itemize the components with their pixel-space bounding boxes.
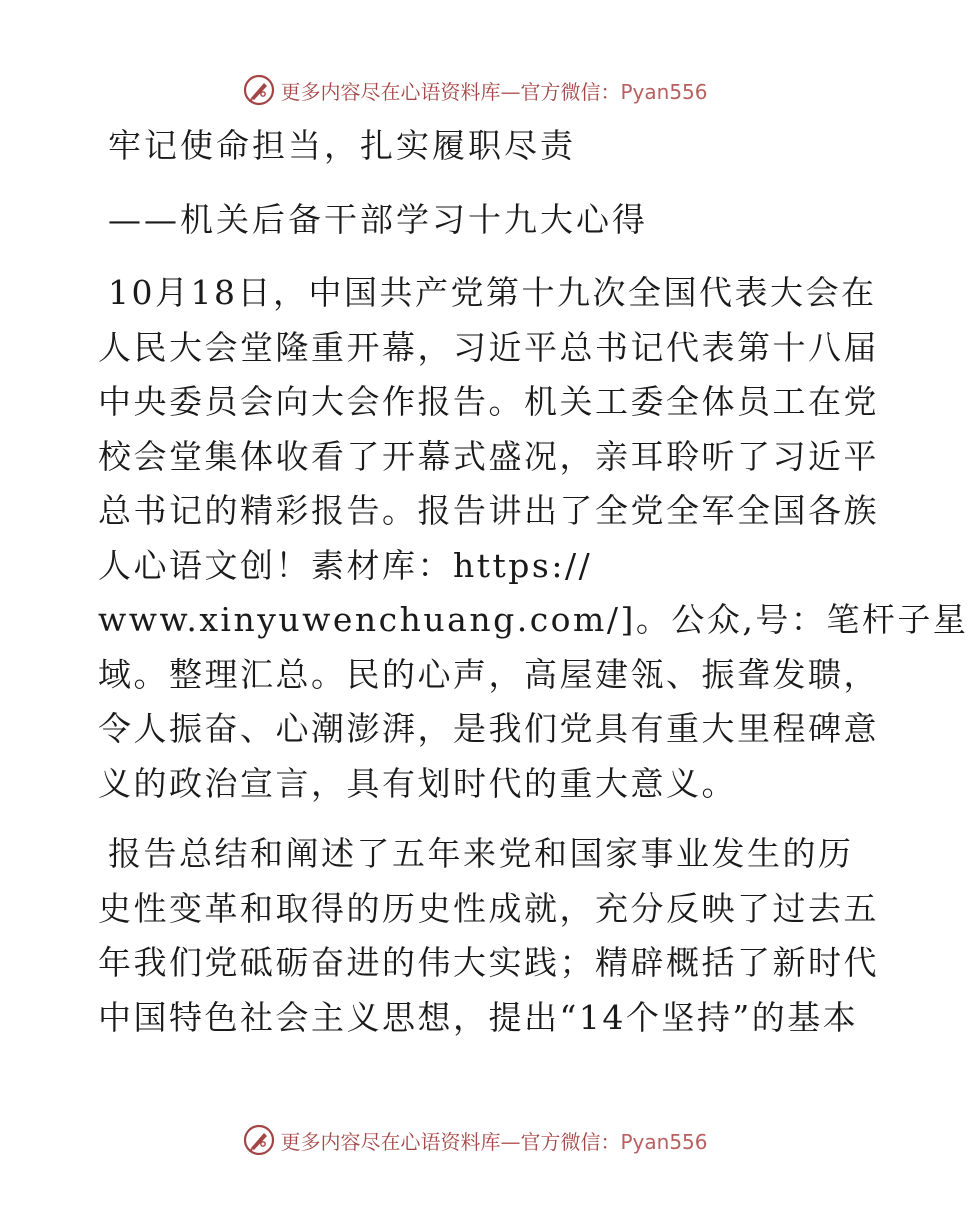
document-title: 牢记使命担当，扎实履职尽责 — [108, 126, 576, 165]
paragraph-line: 10月18日，中国共产党第十九次全国代表大会在 — [108, 273, 877, 312]
document-body — [98, 124, 968, 1045]
paragraph-line: 史性变革和取得的历史性成就，充分反映了过去五 — [98, 888, 879, 928]
footer-watermark-banner — [0, 1120, 950, 1160]
banner-tail-text: 官方微信： — [520, 79, 621, 104]
banner-wechat-id: Pyan556 — [620, 79, 708, 104]
paragraph-line: 人心语文创！素材库：https:// — [98, 545, 593, 585]
banner-main-text: 更多内容尽在心语资料库 — [280, 79, 501, 104]
paragraph-line: 中国特色社会主义思想，提出“14个坚持”的基本 — [98, 997, 859, 1037]
paragraph-line: 令人振奋、心潮澎湃，是我们党具有重大里程碑意 — [98, 709, 879, 748]
paragraph-line: 人民大会堂隆重开幕，习近平总书记代表第十八届 — [98, 327, 879, 367]
banner-wechat-id: Pyan556 — [620, 1129, 708, 1154]
paragraph-line: 域。整理汇总。民的心声，高屋建瓴、振聋发聩， — [98, 654, 879, 694]
banner-text — [280, 1126, 707, 1155]
banner-text — [280, 76, 707, 105]
banner-tail-text: 官方微信： — [520, 1129, 621, 1154]
quill-circle-icon — [242, 1123, 276, 1157]
document-subtitle: ——机关后备干部学习十九大心得 — [108, 200, 648, 239]
paragraph-line: 报告总结和阐述了五年来党和国家事业发生的历 — [108, 834, 854, 873]
paragraph-line: 校会堂集体收看了开幕式盛况，亲耳聆听了习近平 — [98, 436, 879, 476]
paragraph-line: 中央委员会向大会作报告。机关工委全体员工在党 — [98, 382, 879, 421]
banner-separator: — — [500, 1129, 521, 1154]
paragraph-line: 义的政治宣言，具有划时代的重大意义。 — [98, 763, 737, 803]
header-watermark-banner — [0, 70, 950, 110]
paragraph-line: 年我们党砥砺奋进的伟大实践；精辟概括了新时代 — [98, 943, 879, 982]
paragraph-1 — [98, 266, 968, 811]
paragraph-line: www.xinyuwenchuang.com/]。公众,号：笔杆子星 — [98, 600, 968, 639]
banner-main-text: 更多内容尽在心语资料库 — [280, 1129, 501, 1154]
banner-separator: — — [500, 79, 521, 104]
quill-circle-icon — [242, 73, 276, 107]
paragraph-line: 总书记的精彩报告。报告讲出了全党全军全国各族 — [98, 491, 879, 530]
paragraph-2 — [98, 827, 879, 1045]
